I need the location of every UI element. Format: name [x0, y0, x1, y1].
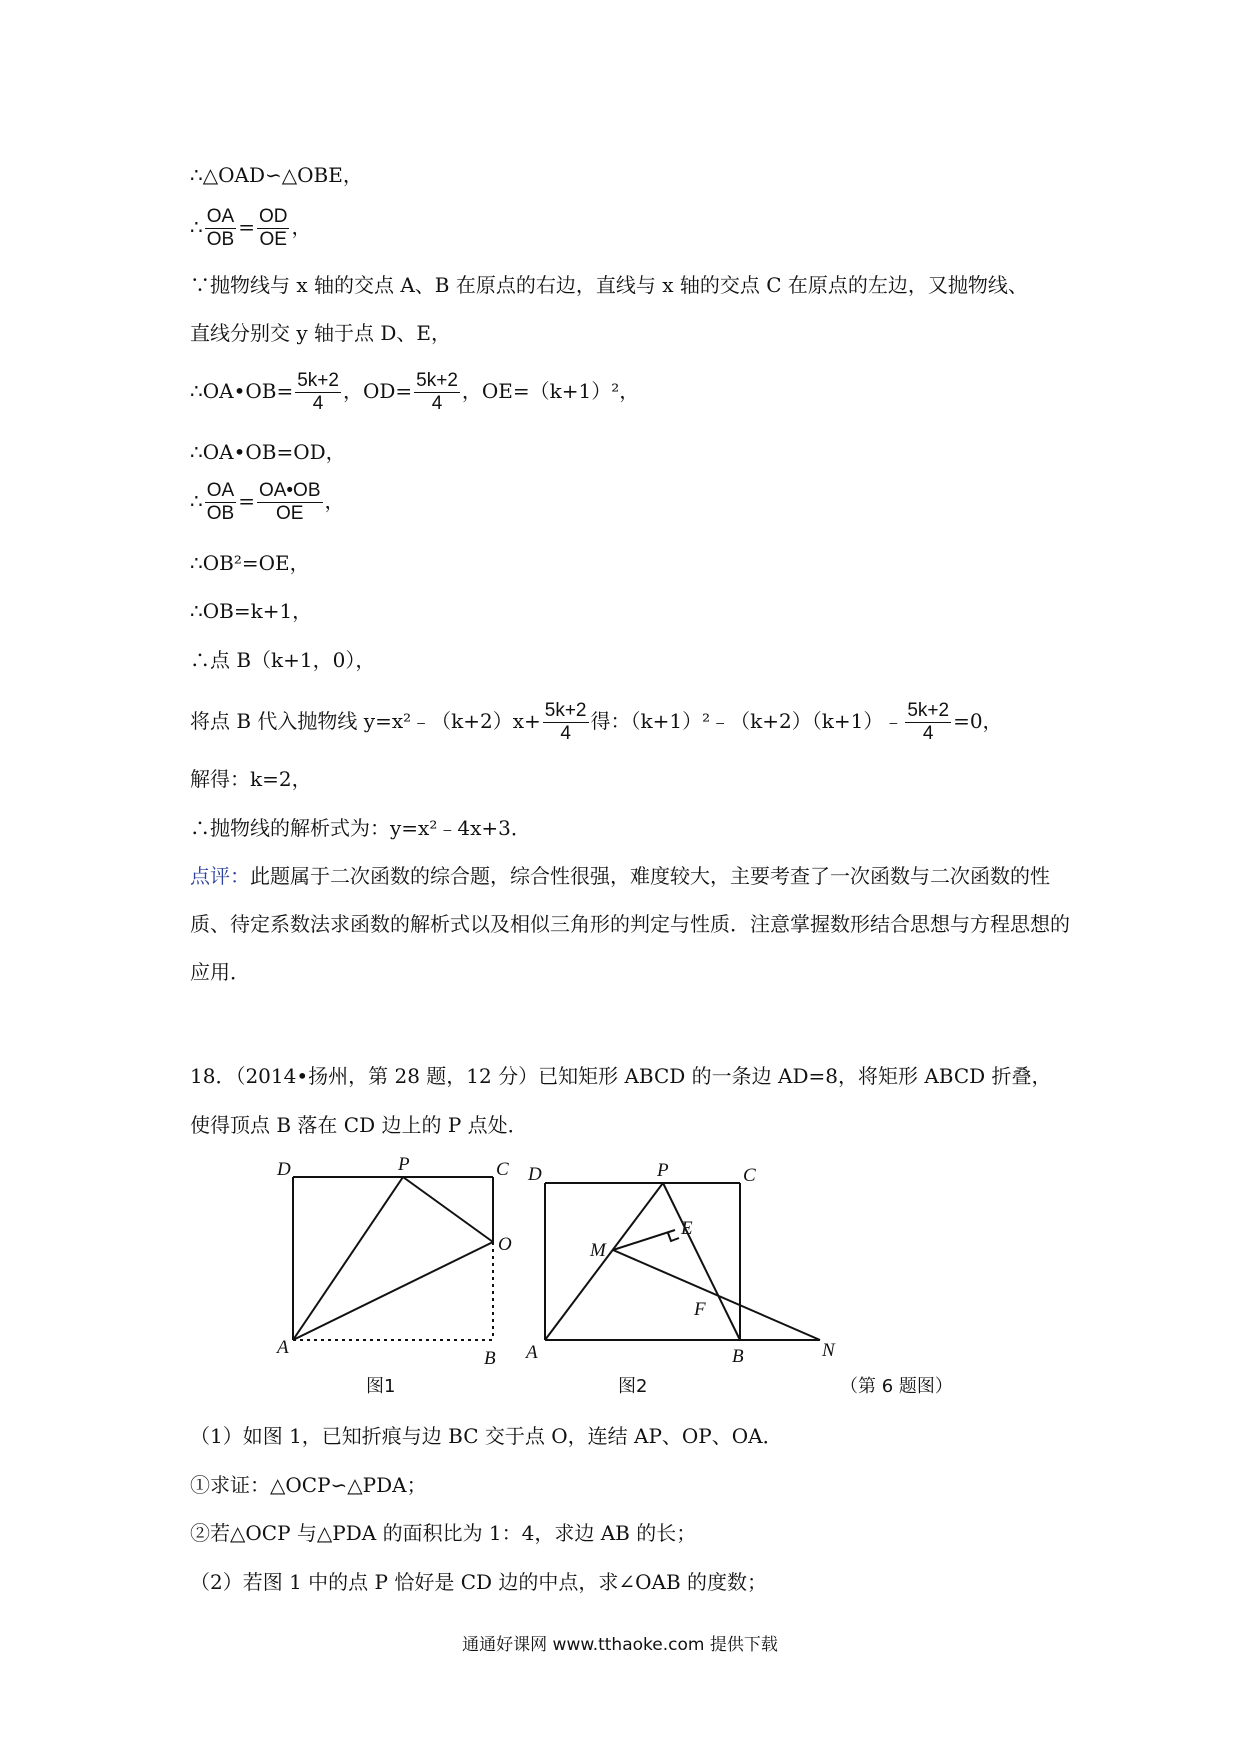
line-solve: 解得：k=2， — [190, 767, 312, 791]
fig2-label-e: E — [681, 1218, 693, 1239]
question-1-part-a: ①求证：△OCP∽△PDA； — [190, 1473, 427, 1497]
fig1-segment-ao — [293, 1242, 493, 1340]
line-substitute — [190, 700, 1003, 745]
comma: ， — [291, 215, 312, 239]
therefore-symbol: ∴ — [190, 489, 203, 513]
denominator: OE — [276, 503, 304, 524]
fig2-segment-ap — [545, 1183, 663, 1340]
geometry-figures — [0, 1150, 1240, 1410]
text-segment: 将点 B 代入抛物线 y=x²﹣（k+2）x+ — [190, 709, 541, 733]
text-segment: =0， — [953, 709, 1003, 733]
fig2-label-m: M — [590, 1240, 606, 1261]
line-result: ∴抛物线的解析式为：y=x²﹣4x+3． — [190, 816, 531, 840]
line-ob: ∴OB=k+1， — [190, 599, 313, 623]
fig2-segment-me — [613, 1230, 675, 1250]
fraction-oa-ob — [205, 206, 236, 251]
fraction-od-oe — [257, 206, 290, 251]
fraction-oa-ob — [205, 480, 236, 525]
fig2-label-p: P — [657, 1160, 669, 1181]
denominator: OB — [206, 503, 235, 524]
question-2: （2）若图 1 中的点 P 恰好是 CD 边的中点，求∠OAB 的度数； — [190, 1570, 768, 1594]
fraction-5k2-4 — [295, 370, 341, 415]
problem-line-2: 使得顶点 B 落在 CD 边上的 P 点处． — [190, 1113, 528, 1137]
fig2-label-c: C — [743, 1165, 756, 1186]
line-oa-ob-od: ∴OA•OB=OD， — [190, 440, 346, 464]
line-products — [190, 370, 639, 415]
text-segment: 得：（k+1）²﹣（k+2）（k+1）﹣ — [590, 709, 904, 733]
question-1-part-b: ②若△OCP 与△PDA 的面积比为 1：4，求边 AB 的长； — [190, 1521, 697, 1545]
numerator: OA•OB — [258, 480, 321, 501]
line-ob-squared: ∴OB²=OE， — [190, 551, 310, 575]
fig2-label-n: N — [822, 1340, 835, 1361]
numerator: 5k+2 — [416, 370, 458, 391]
comment-label: 点评： — [190, 864, 250, 888]
text-segment: ∴OA•OB= — [190, 379, 294, 403]
denominator: 4 — [922, 723, 934, 744]
denominator: 4 — [312, 393, 324, 414]
problem-line-1: 18．（2014•扬州，第 28 题，12 分）已知矩形 ABCD 的一条边 AD=8，将矩形 ABCD 折叠， — [190, 1064, 1052, 1088]
fraction-5k2-4 — [414, 370, 460, 415]
footer-text: 通通好课网 www.tthaoke.com 提供下载 — [462, 1635, 778, 1655]
fig2-label-b: B — [732, 1346, 744, 1367]
fig2-label-a: A — [526, 1342, 538, 1363]
fig2-segment-mn — [613, 1250, 820, 1340]
line-point-b: ∴点 B（k+1，0）， — [190, 648, 376, 672]
fraction-oaob-oe — [257, 480, 323, 525]
numerator: 5k+2 — [297, 370, 339, 391]
denominator: 4 — [560, 723, 571, 744]
numerator: 5k+2 — [544, 700, 587, 721]
fig1-label-o: O — [498, 1234, 512, 1255]
comment-text: 此题属于二次函数的综合题，综合性很强，难度较大，主要考查了一次函数与二次函数的性质、待定系数法求函数的解析式以及相似三角形的判定与性质．注意掌握数形结合思想与方程思想的应用． — [190, 864, 1070, 984]
therefore-symbol: ∴ — [190, 215, 203, 239]
numerator: OD — [258, 206, 288, 227]
comma: ， — [324, 489, 345, 513]
denominator: OB — [206, 229, 235, 250]
denominator: OE — [259, 229, 287, 250]
fig1-label-b: B — [484, 1348, 496, 1369]
line-similar-triangles: ∴△OAD∽△OBE， — [190, 163, 363, 187]
line-ratio: ∴ $\frac{OA}{OB}$ = $\frac{OD}{OE}$ ， — [190, 206, 312, 250]
fig2-label-f: F — [694, 1299, 706, 1320]
comment-paragraph — [190, 852, 1070, 996]
fig2-right-angle-mark — [668, 1233, 679, 1241]
text-segment: ，OE=（k+1）²， — [461, 379, 640, 403]
fig2-label-d: D — [528, 1164, 542, 1185]
fraction-5k2-4 — [905, 700, 951, 745]
caption-figure-1: 图1 — [366, 1376, 396, 1397]
fig1-label-p: P — [398, 1154, 410, 1175]
numerator: OA — [206, 206, 235, 227]
fraction-5k2-4 — [543, 700, 589, 745]
text-segment: ，OD= — [342, 379, 413, 403]
question-1: （1）如图 1，已知折痕与边 BC 交于点 O，连结 AP、OP、OA． — [190, 1424, 783, 1448]
caption-figure-2: 图2 — [618, 1376, 648, 1397]
fig1-segment-po — [403, 1177, 493, 1242]
line-ratio-2: ∴ $\frac{OA}{OB}$ = $\frac{OA•OB}{OE}$ ， — [190, 480, 345, 524]
fig1-label-d: D — [277, 1159, 291, 1180]
line-intersections: 直线分别交 y 轴于点 D、E， — [190, 321, 452, 345]
line-because: ∵抛物线与 x 轴的交点 A、B 在原点的右边，直线与 x 轴的交点 C 在原点的左边，又抛物线、 — [190, 273, 1028, 297]
fig1-label-c: C — [496, 1159, 509, 1180]
denominator: 4 — [431, 393, 443, 414]
numerator: 5k+2 — [907, 700, 950, 721]
fig1-label-a: A — [277, 1337, 289, 1358]
caption-figure-6: （第 6 题图） — [840, 1376, 953, 1397]
fig1-segment-ap — [293, 1177, 403, 1340]
numerator: OA — [206, 480, 235, 501]
